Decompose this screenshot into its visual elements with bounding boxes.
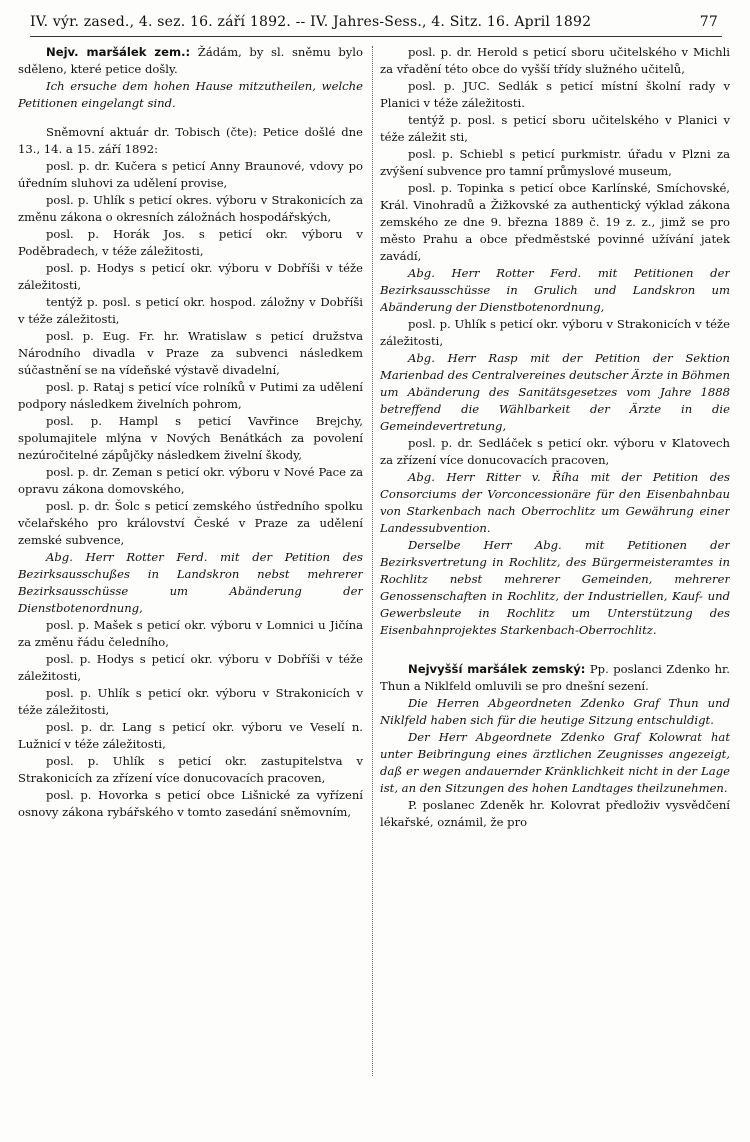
left-column <box>18 44 363 1134</box>
paragraph-text: Abg. Herr Rasp mit der Petition der Sektion Marienbad des Centralvereines deutscher Ärzte in Böhmen um Abänderung des Sanitätsgesetzes vom Jahre 1888 betreffend die Wählbarkeit der Ärzte in die Gemeindevertretung, <box>380 351 730 433</box>
paragraph-text: Sněmovní aktuár dr. Tobisch (čte): Petice došlé dne 13., 14. a 15. září 1892: <box>18 125 363 156</box>
paragraph-text: P. poslanec Zdeněk hr. Kolovrat předloživ vysvědčení lékařské, oznámil, že pro <box>380 798 730 829</box>
petition-paragraph <box>380 537 730 639</box>
speaker-name: Nejv. maršálek zem.: <box>46 45 191 59</box>
speaker-name: Nejvyšší maršálek zemský: <box>408 662 586 676</box>
paragraph-text: posl. p. Uhlík s peticí okr. výboru v Strakonicích v téže záležitosti, <box>380 317 730 348</box>
petition-paragraph <box>380 112 730 146</box>
running-title: IV. výr. zased., 4. sez. 16. září 1892. -- IV. Jahres-Sess., 4. Sitz. 16. April 1892 <box>30 14 592 30</box>
petition-paragraph <box>380 350 730 435</box>
paragraph-text: posl. p. Mašek s peticí okr. výboru v Lomnici u Jičína za změnu řádu čeledního, <box>18 618 363 649</box>
paragraph-text: posl. p. Rataj s peticí více rolníků v Putimi za udělení podpory následkem živelních pohrom, <box>18 380 363 411</box>
petition-paragraph <box>18 379 363 413</box>
paragraph-text: posl. p. dr. Sedláček s peticí okr. výboru v Klatovech za zřízení více donucovacích pracoven, <box>380 436 730 467</box>
petition-paragraph <box>18 226 363 260</box>
paragraph-text: Abg. Herr Ritter v. Říha mit der Petition des Consorciums der Vorconcessionäre für den Eisenbahnbau von Starkenbach nach Oberrochlitz um Gewährung einer Landessubvention. <box>380 470 730 535</box>
paragraph-text: Žádám, by sl. sněmu bylo sděleno, které petice došly. <box>18 45 363 76</box>
petition-paragraph <box>18 328 363 379</box>
paragraph-gap <box>380 639 730 661</box>
paragraph-text: Abg. Herr Rotter Ferd. mit der Petition des Bezirksausschußes in Landskron nebst mehrerer Bezirksausschüsse um Abänderung der Dienstbotenordnung, <box>18 550 363 615</box>
paragraph-text: posl. p. dr. Herold s peticí sboru učitelského v Michli za vřadění této obce do vyšší třídy služného učitelů, <box>380 45 730 76</box>
paragraph-text: Ich ersuche dem hohen Hause mitzutheilen, welche Petitionen eingelangt sind. <box>18 79 363 110</box>
petition-paragraph <box>18 685 363 719</box>
page-number: 77 <box>699 14 718 30</box>
petition-paragraph <box>380 695 730 729</box>
petition-paragraph <box>380 316 730 350</box>
petition-paragraph <box>18 787 363 821</box>
paragraph-text: tentýž p. posl. s peticí okr. hospod. záložny v Dobříši v téže záležitosti, <box>18 295 363 326</box>
paragraph-text: posl. p. Uhlík s peticí okr. zastupitelstva v Strakonicích za zřízení více donucovacích pracoven, <box>18 754 363 785</box>
paragraph-text: Der Herr Abgeordnete Zdenko Graf Kolowrat hat unter Beibringung eines ärztlichen Zeugnisses angezeigt, daß er wegen andauernder Kränklichkeit nicht in der Lage ist, an den Sitzungen des hohen Landtages theilzunehmen. <box>380 730 730 795</box>
speech-paragraph <box>18 124 363 158</box>
paragraph-text: Die Herren Abgeordneten Zdenko Graf Thun und Niklfeld haben sich für die heutige Sitzung entschuldigt. <box>380 696 730 727</box>
petition-paragraph <box>18 260 363 294</box>
paragraph-text: Derselbe Herr Abg. mit Petitionen der Bezirksvertretung in Rochlitz, des Bürgermeisteramtes in Rochlitz nebst mehrerer Gemeinden, mehrerer Genossenschaften in Rochlitz, der Industriellen, Kauf- und Gewerbsleute in Rochlitz um Unterstützung des Eisenbahnprojektes Starkenbach-Oberrochlitz. <box>380 538 730 637</box>
petition-paragraph <box>18 651 363 685</box>
paragraph-text: posl. p. Topinka s peticí obce Karlínské, Smíchovské, Král. Vinohradů a Žižkovské za authentický výklad zákona zemského ze dne 9. března 1889 č. 19 z. z., jimž se pro město Prahu a obce předměstské povinné užívání jatek zavádí, <box>380 181 730 263</box>
paragraph-text: posl. p. JUC. Sedlák s peticí místní školní rady v Planici v téže záležitosti. <box>380 79 730 110</box>
petition-paragraph <box>18 498 363 549</box>
petition-paragraph <box>380 469 730 537</box>
paragraph-text: posl. p. dr. Lang s peticí okr. výboru ve Veselí n. Lužnicí v téže záležitosti, <box>18 720 363 751</box>
paragraph-text: tentýž p. posl. s peticí sboru učitelského v Planici v téže záležit sti, <box>380 113 730 144</box>
petition-paragraph <box>18 753 363 787</box>
paragraph-text: posl. p. dr. Šolc s peticí zemského ústředního spolku včelařského pro království České v Praze za udělení zemské subvence, <box>18 499 363 547</box>
petition-paragraph <box>380 435 730 469</box>
petition-paragraph <box>18 719 363 753</box>
petition-paragraph <box>18 294 363 328</box>
paragraph-text: posl. p. Hampl s peticí Vavřince Brejchy, spolumajitele mlýna v Nových Benátkách za povolení nezúročitelné zápůjčky následkem živelní škody, <box>18 414 363 462</box>
paragraph-text: Abg. Herr Rotter Ferd. mit Petitionen der Bezirksausschüsse in Grulich und Landskron um Abänderung der Dienstbotenordnung, <box>380 266 730 314</box>
petition-paragraph <box>380 797 730 831</box>
paragraph-text: posl. p. Uhlík s peticí okres. výboru v Strakonicích za změnu zákona o okresních záložnách hospodářských, <box>18 193 363 224</box>
petition-paragraph <box>18 192 363 226</box>
petition-paragraph <box>18 413 363 464</box>
paragraph-text: posl. p. Horák Jos. s peticí okr. výboru v Poděbradech, v téže záležitosti, <box>18 227 363 258</box>
petition-paragraph <box>380 729 730 797</box>
right-column <box>380 44 730 1134</box>
petition-paragraph <box>380 44 730 78</box>
paragraph-gap <box>18 112 363 124</box>
speech-paragraph <box>18 44 363 78</box>
speech-paragraph <box>380 661 730 695</box>
paragraph-text: posl. p. Hodys s peticí okr. výboru v Dobříši v téže záležitosti, <box>18 261 363 292</box>
petition-paragraph <box>18 158 363 192</box>
petition-paragraph <box>380 146 730 180</box>
running-header <box>30 10 722 37</box>
paragraph-text: posl. p. dr. Zeman s peticí okr. výboru v Nové Pace za opravu zákona domovského, <box>18 465 363 496</box>
petition-paragraph <box>380 265 730 316</box>
petition-paragraph <box>18 464 363 498</box>
paragraph-text: posl. p. Eug. Fr. hr. Wratislaw s peticí družstva Národního divadla v Praze za subvenci následkem súčastnění se na vídeňské výstavě divadelní, <box>18 329 363 377</box>
petition-paragraph <box>380 180 730 265</box>
paragraph-text: Pp. poslanci Zdenko hr. Thun a Niklfeld omluvili se pro dnešní sezení. <box>380 662 730 693</box>
column-divider <box>372 46 374 1076</box>
paragraph-text: posl. p. Uhlík s peticí okr. výboru v Strakonicích v téže záležitosti, <box>18 686 363 717</box>
paragraph-text: posl. p. dr. Kučera s peticí Anny Braunové, vdovy po úředním sluhovi za udělení provise, <box>18 159 363 190</box>
petition-paragraph <box>18 78 363 112</box>
petition-paragraph <box>18 549 363 617</box>
petition-paragraph <box>380 78 730 112</box>
paragraph-text: posl. p. Hovorka s peticí obce Lišnické za vyřízení osnovy zákona rybářského v tomto zasedání sněmovním, <box>18 788 363 819</box>
paragraph-text: posl. p. Hodys s peticí okr. výboru v Dobříši v téže záležitosti, <box>18 652 363 683</box>
paragraph-text: posl. p. Schiebl s peticí purkmistr. úřadu v Plzni za zvýšení subvence pro tamní průmyslové museum, <box>380 147 730 178</box>
petition-paragraph <box>18 617 363 651</box>
